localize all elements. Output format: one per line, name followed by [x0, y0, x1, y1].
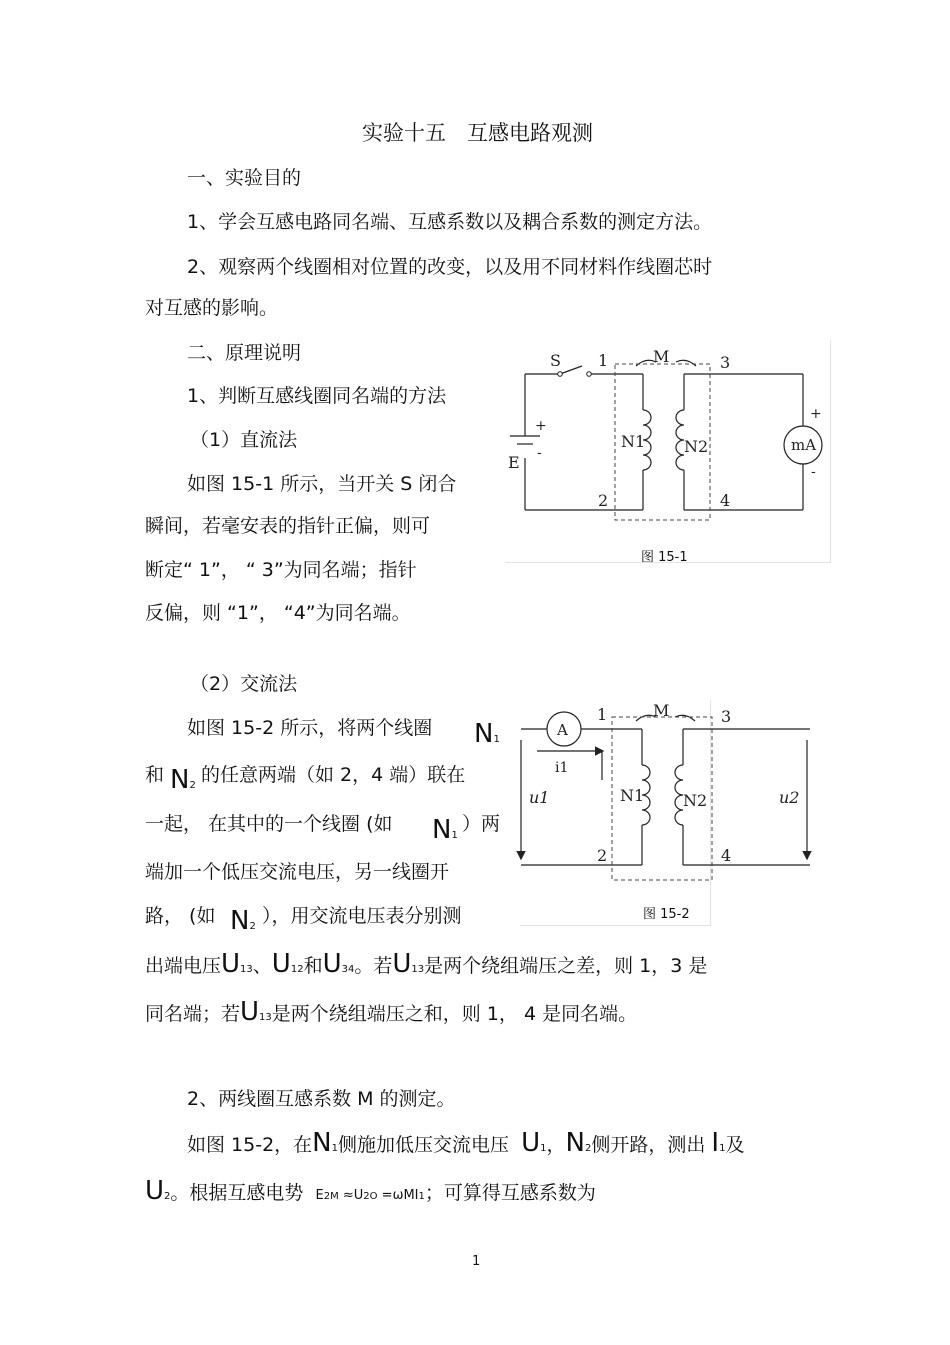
- mutual-inductance-label: M: [653, 347, 670, 366]
- subsection-polarity-method: 1、判断互感线圈同名端的方法: [187, 385, 447, 407]
- measure-line2: U2。根据互感电势 E2M ≈U2O =ωMI1；可算得互感系数为: [145, 1176, 596, 1206]
- ac-line7-text: 同名端；若U13是两个绕组端压之和，则 1， 4 是同名端。: [145, 997, 638, 1027]
- figure-15-1-circuit: [500, 340, 830, 530]
- terminal-1-label: 1: [597, 705, 608, 724]
- coil-n1-label: N1: [621, 432, 646, 451]
- ac-line1: 如图 15-2 所示，将两个线圈: [187, 717, 433, 739]
- dc-paragraph-line3: 断定“ 1”， “ 3”为同名端；指针: [145, 559, 417, 581]
- figure-15-2-circuit: [515, 700, 820, 885]
- ac-line3-end: ）两: [462, 813, 501, 835]
- terminal-3-label: 3: [721, 707, 732, 726]
- dc-paragraph-line2: 瞬间，若毫安表的指针正偏，则可: [145, 515, 431, 537]
- dc-paragraph-line1: 如图 15-1 所示，当开关 S 闭合: [187, 473, 457, 495]
- terminal-2-label: 2: [597, 846, 608, 865]
- voltage-u2-label: u2: [779, 788, 800, 807]
- dc-method-title: （1）直流法: [190, 429, 298, 451]
- ac-line5-text: 路， (如: [145, 905, 216, 927]
- ac-line3-n1: N1: [432, 815, 458, 845]
- ac-line6-text: 出端电压U13、U12和U34。若U13是两个绕组端压之差，则 1，3 是: [145, 949, 708, 979]
- voltage-u1-label: u1: [529, 788, 550, 807]
- purpose-item-2-line1: 2、观察两个线圈相对位置的改变，以及用不同材料作线圈芯时: [187, 256, 713, 278]
- section-heading-principle: 二、原理说明: [187, 342, 302, 364]
- purpose-item-1: 1、学会互感电路同名端、互感系数以及耦合系数的测定方法。: [187, 211, 713, 233]
- ac-line5-n2: N2: [230, 906, 256, 936]
- figure-15-1-caption: 图 15-1: [641, 550, 688, 565]
- page-number: 1: [472, 1254, 481, 1269]
- terminal-3-label: 3: [720, 353, 731, 372]
- subsection-mutual-inductance: 2、两线圈互感系数 M 的测定。: [187, 1088, 456, 1110]
- ac-line2-text: 的任意两端（如 2，4 端）联在: [201, 764, 466, 786]
- measure-line1: 如图 15-2，在N1侧施加低压交流电压 U1，N2侧开路，测出 I1及: [187, 1128, 745, 1158]
- coil-n2-label: N2: [683, 791, 708, 810]
- terminal-4-label: 4: [720, 491, 731, 510]
- source-minus-label: -: [537, 445, 542, 461]
- source-plus-label: +: [535, 418, 547, 434]
- ac-line5-end: ），用交流电压表分别测: [262, 905, 462, 927]
- coil-n1-label: N1: [620, 786, 645, 805]
- figure-15-2-caption: 图 15-2: [643, 907, 690, 922]
- ac-line2-and: 和: [145, 764, 165, 786]
- ac-line1-n1: N1: [474, 719, 500, 749]
- section-heading-purpose: 一、实验目的: [187, 167, 302, 189]
- terminal-1-label: 1: [598, 351, 609, 370]
- ac-line2-n2: N2: [170, 765, 196, 795]
- terminal-4-label: 4: [721, 846, 732, 865]
- milliammeter-label: mA: [791, 436, 817, 454]
- source-e-label: E: [508, 453, 520, 472]
- page-title: 实验十五 互感电路观测: [362, 121, 593, 145]
- coil-n2-label: N2: [684, 437, 709, 456]
- switch-label: S: [550, 351, 561, 370]
- meter-plus-label: +: [810, 406, 822, 422]
- mutual-inductance-label: M: [653, 701, 670, 720]
- ac-method-title: （2）交流法: [190, 673, 298, 695]
- current-i1-label: i1: [555, 760, 569, 776]
- ac-line3-text: 一起， 在其中的一个线圈 (如: [145, 813, 393, 835]
- ac-line4: 端加一个低压交流电压，另一线圈开: [145, 861, 450, 883]
- dc-paragraph-line4: 反偏，则 “1”， “4”为同名端。: [145, 602, 411, 624]
- ammeter-label: A: [557, 721, 568, 739]
- purpose-item-2-line2: 对互感的影响。: [145, 297, 279, 319]
- terminal-2-label: 2: [598, 491, 609, 510]
- formula: E2M ≈U2O =ωMI1: [315, 1188, 425, 1203]
- meter-minus-label: -: [811, 464, 816, 480]
